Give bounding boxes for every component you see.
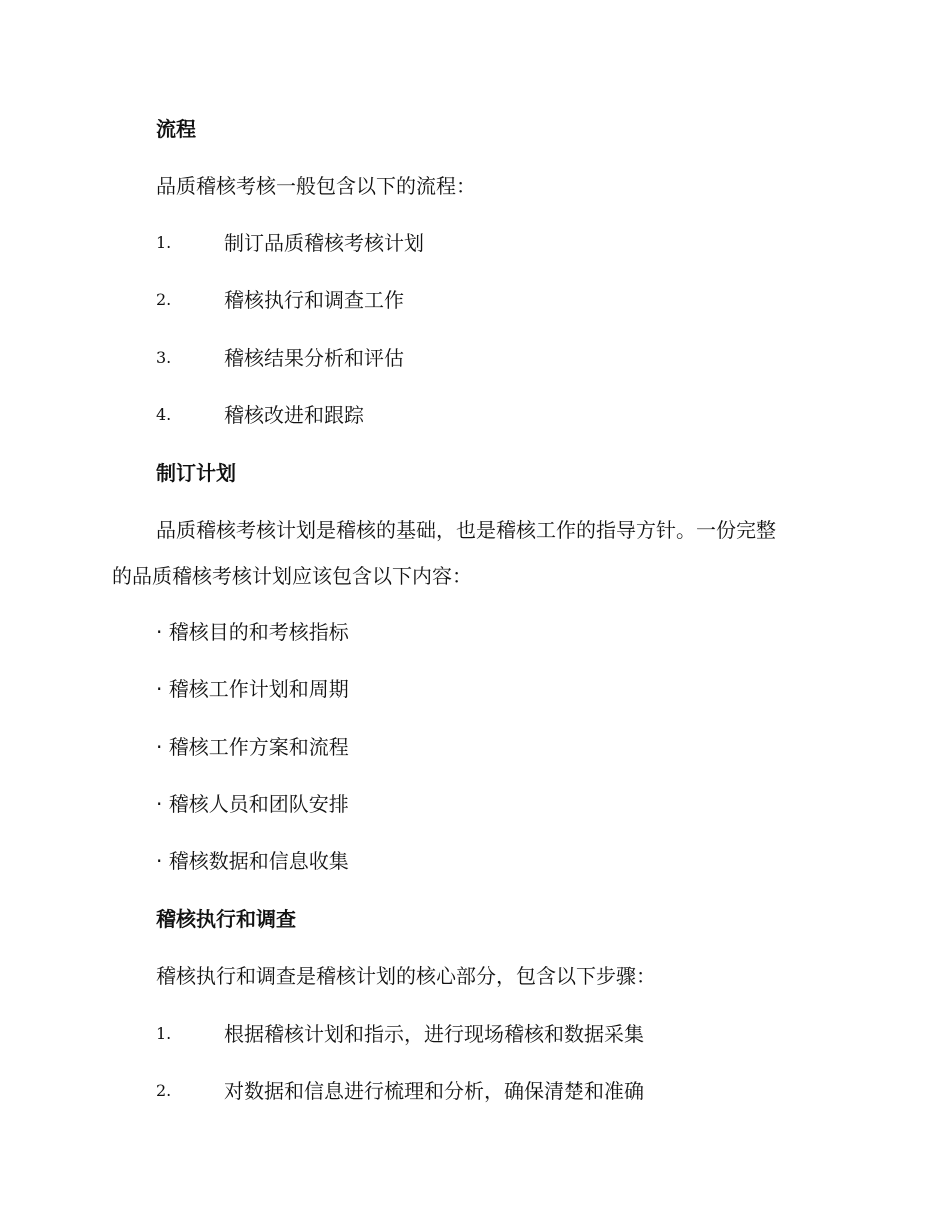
section-heading-process: 流程 (156, 117, 196, 141)
step-text: 稽核执行和调查工作 (224, 288, 404, 312)
bullet-item: · 稽核数据和信息收集 (156, 849, 349, 873)
section-intro-process: 品质稽核考核一般包含以下的流程： (156, 174, 476, 198)
step-number: 1. (156, 233, 172, 252)
step-number: 3. (156, 348, 172, 367)
section-intro-plan-line2: 的品质稽核考核计划应该包含以下内容： (112, 564, 472, 588)
section-heading-plan: 制订计划 (156, 461, 236, 485)
bullet-item: · 稽核人员和团队安排 (156, 792, 349, 816)
step-text: 制订品质稽核考核计划 (224, 231, 424, 255)
section-intro-plan-line1: 品质稽核考核计划是稽核的基础，也是稽核工作的指导方针。一份完整 (156, 518, 776, 542)
step-number: 2. (156, 290, 172, 309)
step-number: 2. (156, 1081, 172, 1100)
bullet-item: · 稽核工作方案和流程 (156, 735, 349, 759)
section-heading-execution: 稽核执行和调查 (156, 907, 296, 931)
step-number: 1. (156, 1024, 172, 1043)
step-text: 稽核结果分析和评估 (224, 346, 404, 370)
bullet-item: · 稽核目的和考核指标 (156, 620, 349, 644)
step-text: 稽核改进和跟踪 (224, 403, 364, 427)
step-text: 根据稽核计划和指示，进行现场稽核和数据采集 (224, 1022, 644, 1046)
bullet-item: · 稽核工作计划和周期 (156, 677, 349, 701)
step-number: 4. (156, 405, 172, 424)
section-intro-execution: 稽核执行和调查是稽核计划的核心部分，包含以下步骤： (156, 964, 656, 988)
step-text: 对数据和信息进行梳理和分析，确保清楚和准确 (224, 1079, 644, 1103)
